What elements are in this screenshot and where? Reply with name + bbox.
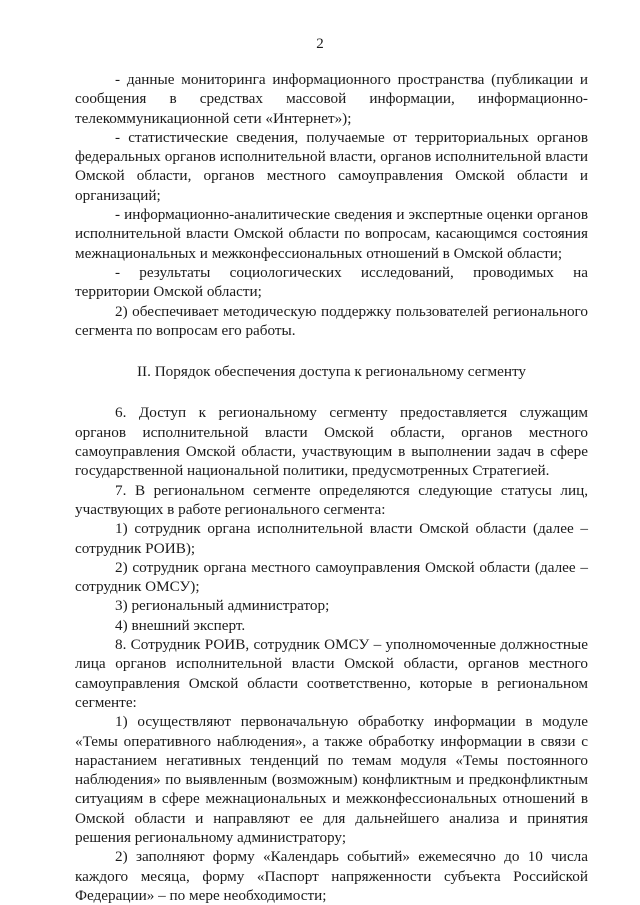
duty-item-forms: 2) заполняют форму «Календарь событий» ежемесячно до 10 числа каждого месяца, форму «Паспорт напряженности субъекта Российской Федерации» – по мере необходимости;	[75, 848, 588, 904]
duty-item-processing: 1) осуществляют первоначальную обработку информации в модуле «Темы оперативного наблюдения», а также обработку информации в связи с нарастанием негативных тенденций по темам модуля «Темы постоянного наблюдения» по выявленным (возможным) конфликтным и предконфликтным ситуациям в сфере межнациональных и межконфессиональных отношений в Омской области и направляют ее для дальнейшего анализа и принятия решения региональному администратору;	[75, 713, 588, 846]
status-item-external-expert: 4) внешний эксперт.	[115, 616, 246, 634]
paragraph-expert-assessments: - информационно-аналитические сведения и экспертные оценки органов исполнительной власти Омской области по вопросам, касающимся состояния межнациональных и межконфессиональных отношений в Омской области;	[75, 206, 588, 262]
paragraph-6-access: 6. Доступ к региональному сегменту предоставляется служащим органов исполнительной власти Омской области, органов местного самоуправления Омской области, участвующим в выполнении задач в сфере государственной национальной политики, предусмотренных Стратегией.	[75, 404, 588, 480]
paragraph-statistics: - статистические сведения, получаемые от территориальных органов федеральных органов исполнительной власти, органов исполнительной власти Омской области, органов местного самоуправления Омской области и организаций;	[75, 128, 588, 204]
paragraph-8-definition: 8. Сотрудник РОИВ, сотрудник ОМСУ – уполномоченные должностные лица органов исполнительной власти Омской области, органов местного самоуправления Омской области соответственно, которые в региональном сегменте:	[75, 636, 588, 711]
paragraph-media-monitoring: - данные мониторинга информационного пространства (публикации и сообщения в средствах массовой информации, информационно-телекоммуникационной сети «Интернет»);	[75, 71, 588, 127]
paragraph-methodical-support: 2) обеспечивает методическую поддержку пользователей регионального сегмента по вопросам его работы.	[75, 302, 588, 339]
status-item-omsu: 2) сотрудник органа местного самоуправления Омской области (далее – сотрудник ОМСУ);	[75, 558, 588, 596]
section-heading: II. Порядок обеспечения доступа к региональному сегменту	[137, 363, 526, 381]
paragraph-sociological-research: - результаты социологических исследований, проводимых на территории Омской области;	[75, 263, 588, 301]
status-item-regional-admin: 3) региональный администратор;	[115, 597, 330, 615]
page-number: 2	[316, 36, 324, 52]
paragraph-7-statuses: 7. В региональном сегменте определяются следующие статусы лиц, участвующих в работе регионального сегмента:	[75, 481, 588, 518]
document-body	[75, 70, 588, 905]
status-item-roiv: 1) сотрудник органа исполнительной власти Омской области (далее – сотрудник РОИВ);	[75, 520, 588, 557]
